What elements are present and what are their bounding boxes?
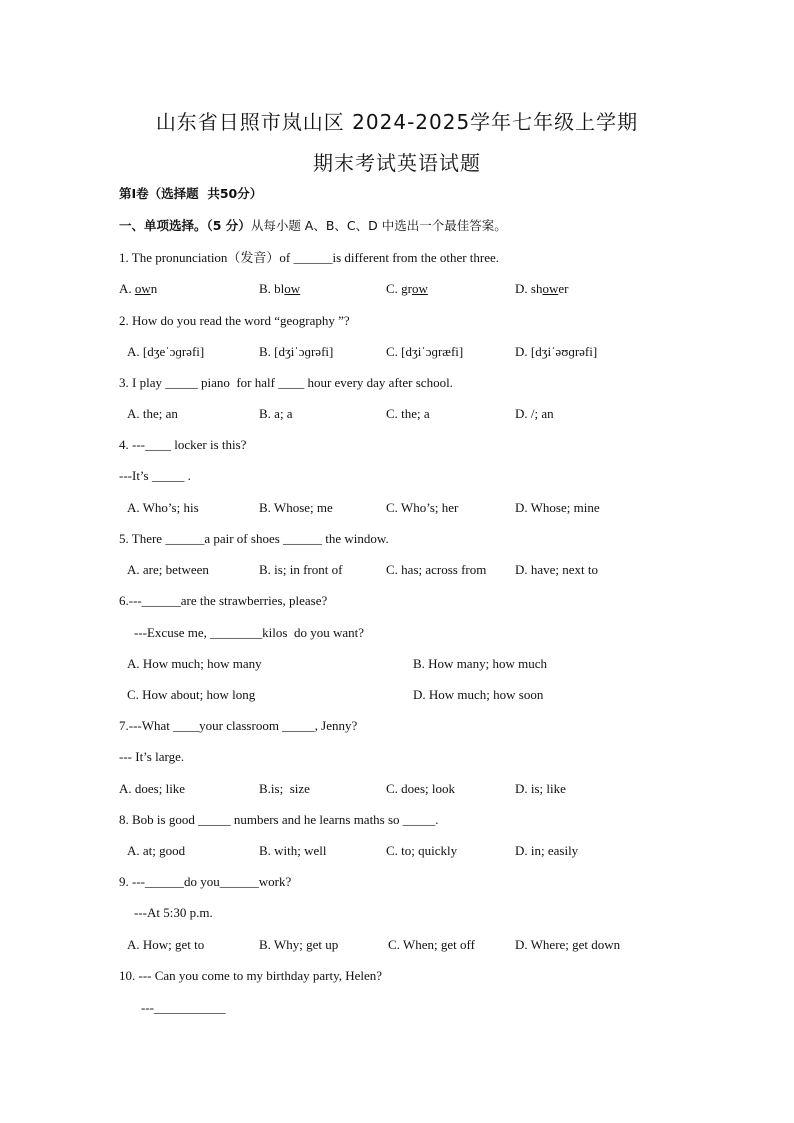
question-1-option-c: C. grow — [386, 281, 428, 296]
exam-title-line-2: 期末考试英语试题 — [313, 151, 481, 175]
question-5-option-b: B. is; in front of — [259, 562, 343, 577]
part-heading: 第Ⅰ卷（选择题 共50分） — [119, 186, 263, 201]
question-4-option-b: B. Whose; me — [259, 500, 333, 515]
question-10-response: ---___________ — [141, 1000, 226, 1015]
question-8-option-a: A. at; good — [127, 843, 186, 858]
exam-title-line-1: 山东省日照市岚山区 2024-2025学年七年级上学期 — [155, 110, 639, 134]
question-6-response: ---Excuse me, ________kilos do you want? — [134, 625, 364, 640]
question-4-stem: 4. ---____ locker is this? — [119, 437, 247, 452]
question-1-stem: 1. The pronunciation（发音）of ______is different from the other three. — [119, 250, 500, 265]
question-3-stem: 3. I play _____ piano for half ____ hour every day after school. — [119, 375, 453, 390]
question-3-option-b: B. a; a — [259, 406, 293, 421]
question-4-option-d: D. Whose; mine — [515, 500, 600, 515]
question-3-option-d: D. /; an — [515, 406, 554, 421]
question-8-stem: 8. Bob is good _____ numbers and he learns maths so _____. — [119, 812, 439, 827]
question-9-response: ---At 5:30 p.m. — [134, 905, 213, 920]
question-9-stem: 9. ---______do you______work? — [119, 874, 292, 889]
question-8-option-d: D. in; easily — [515, 843, 579, 858]
question-2-option-b: B. [dʒiˈɔɡrəfi] — [259, 344, 334, 359]
question-2-option-d: D. [dʒiˈəʊɡrəfi] — [515, 344, 598, 359]
question-7-option-d: D. is; like — [515, 781, 566, 796]
question-8-option-c: C. to; quickly — [386, 843, 458, 858]
question-6-option-c: C. How about; how long — [127, 687, 256, 702]
question-5-option-a: A. are; between — [127, 562, 209, 577]
question-7-option-a: A. does; like — [119, 781, 186, 796]
question-10-stem: 10. --- Can you come to my birthday party, Helen? — [119, 968, 383, 983]
question-9-option-a: A. How; get to — [127, 937, 205, 952]
question-3-option-c: C. the; a — [386, 406, 430, 421]
question-6-option-b: B. How many; how much — [413, 656, 547, 671]
question-2-stem: 2. How do you read the word “geography ”? — [119, 313, 350, 328]
question-5-option-c: C. has; across from — [386, 562, 487, 577]
question-1-option-b: B. blow — [259, 281, 301, 296]
question-3-option-a: A. the; an — [127, 406, 178, 421]
question-7-option-c: C. does; look — [386, 781, 455, 796]
question-9-option-c: C. When; get off — [388, 937, 475, 952]
question-4-option-c: C. Who’s; her — [386, 500, 459, 515]
question-1-option-d: D. shower — [515, 281, 569, 296]
question-1-option-a: A. own — [119, 281, 158, 296]
question-4-option-a: A. Who’s; his — [127, 500, 199, 515]
question-4-response: ---It’s _____ . — [119, 468, 191, 483]
section-heading — [119, 218, 507, 234]
question-9-option-b: B. Why; get up — [259, 937, 339, 952]
question-6-stem: 6.---______are the strawberries, please? — [119, 593, 328, 608]
question-7-option-b: B.is; size — [259, 781, 310, 796]
question-7-stem: 7.---What ____your classroom _____, Jenny? — [119, 718, 358, 733]
question-7-response: --- It’s large. — [119, 749, 185, 764]
question-9-option-d: D. Where; get down — [515, 937, 621, 952]
question-5-stem: 5. There ______a pair of shoes ______ the window. — [119, 531, 389, 546]
question-2-option-c: C. [dʒiˈɔɡræfi] — [386, 344, 464, 359]
section-heading-bold: 一、单项选择。（5 分） — [119, 218, 251, 233]
question-8-option-b: B. with; well — [259, 843, 327, 858]
section-heading-instructions: 从每小题 A、B、C、D 中选出一个最佳答案。 — [250, 218, 507, 233]
question-6-option-a: A. How much; how many — [127, 656, 262, 671]
question-6-option-d: D. How much; how soon — [413, 687, 544, 702]
question-5-option-d: D. have; next to — [515, 562, 599, 577]
question-2-option-a: A. [dʒeˈɔɡrəfi] — [127, 344, 205, 359]
